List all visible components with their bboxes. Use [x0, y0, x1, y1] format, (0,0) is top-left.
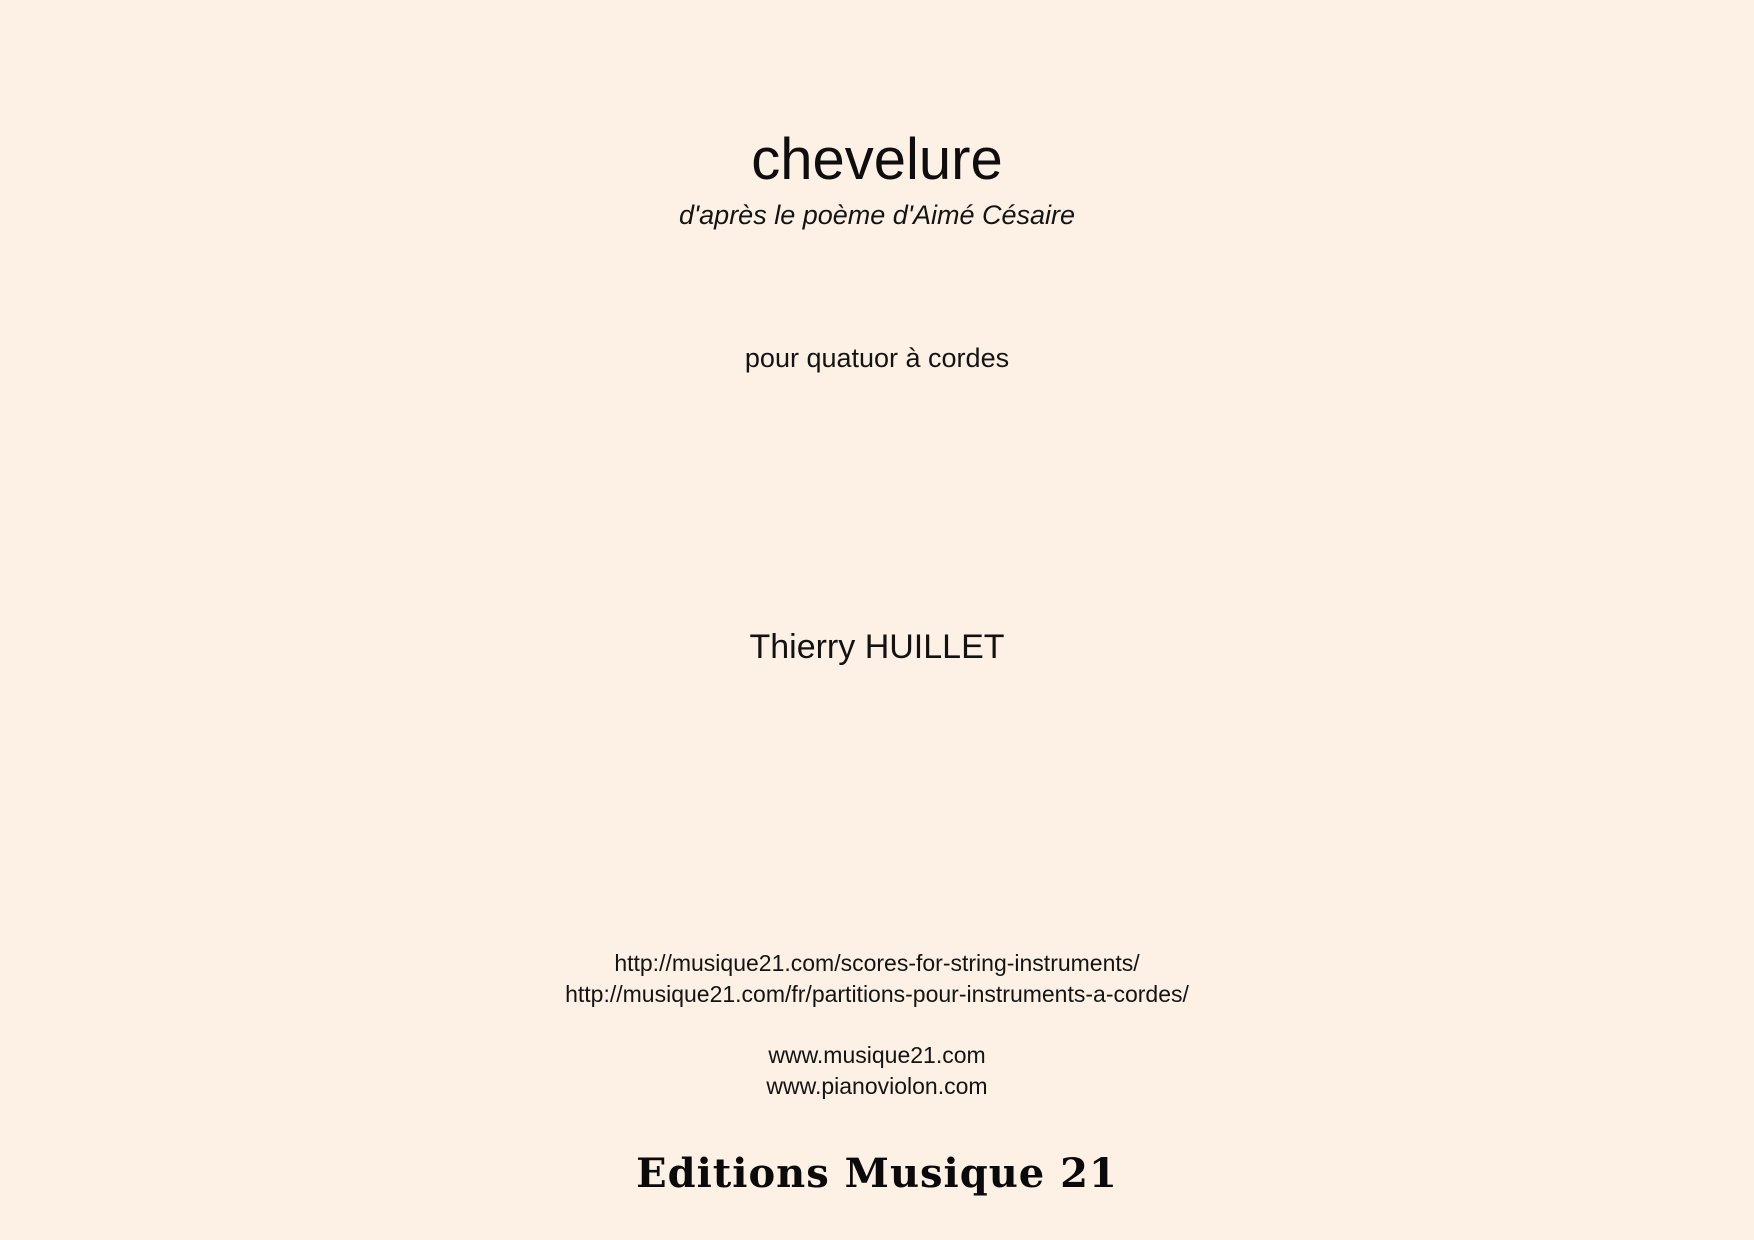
composer-name: Thierry HUILLET	[749, 628, 1005, 666]
page-title: chevelure	[751, 127, 1003, 192]
link-partitions-fr[interactable]: http://musique21.com/fr/partitions-pour-instruments-a-cordes/	[565, 981, 1189, 1007]
link-musique21[interactable]: www.musique21.com	[768, 1042, 986, 1068]
instrumentation-text: pour quatuor à cordes	[744, 343, 1010, 373]
link-scores-en[interactable]: http://musique21.com/scores-for-string-instruments/	[614, 950, 1140, 976]
subtitle: d'après le poème d'Aimé Césaire	[678, 200, 1075, 230]
publisher-name: Editions Musique 21	[636, 1150, 1118, 1197]
url-list	[0, 948, 1754, 1010]
website-list	[0, 1040, 1754, 1102]
link-pianoviolon[interactable]: www.pianoviolon.com	[766, 1073, 988, 1099]
